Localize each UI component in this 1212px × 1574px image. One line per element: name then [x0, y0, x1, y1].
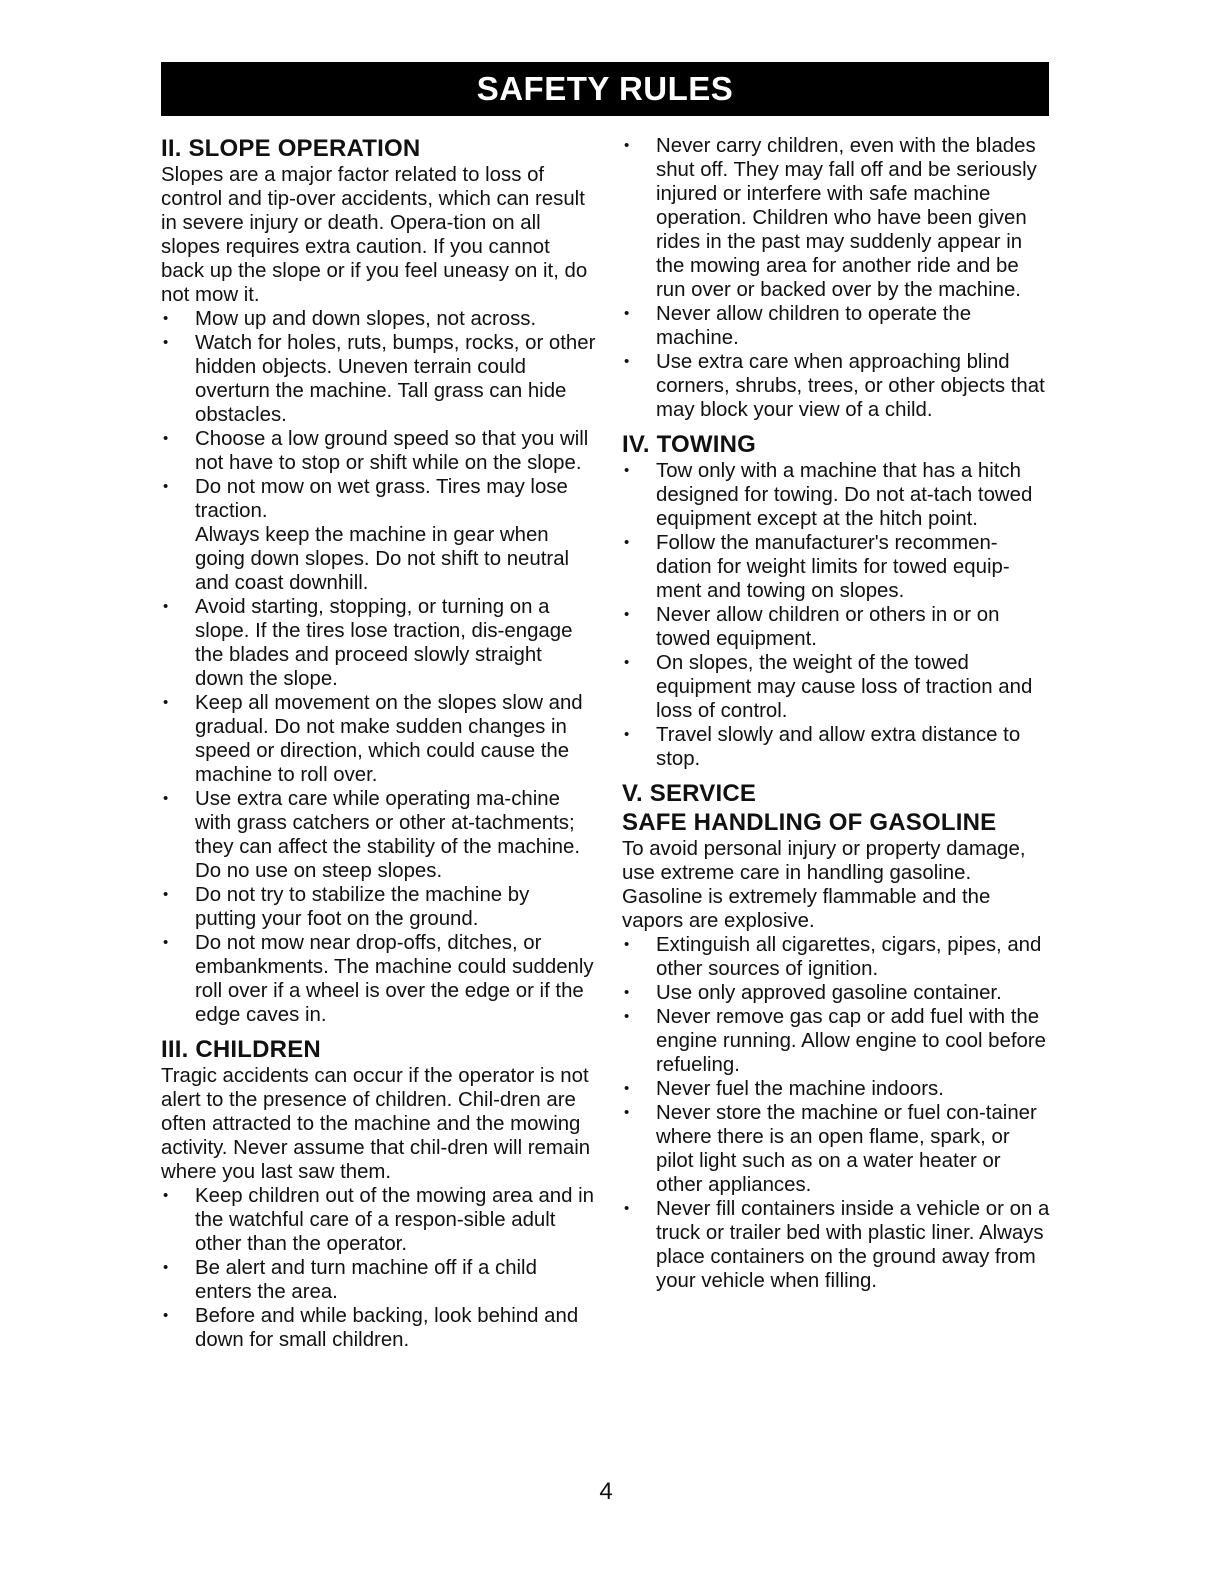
list-item: • Tow only with a machine that has a hitch designed for towing. Do not at-tach towed equipment except at the hitch point.: [624, 460, 1033, 530]
slope-continuation: Always keep the machine in gear when going down slopes. Do not shift to neutral and coast downhill.: [195, 524, 570, 594]
left-column: [161, 134, 596, 1352]
list-item: • Never allow children to operate the machine.: [624, 303, 972, 349]
bullet-icon: •: [624, 1104, 630, 1121]
list-item: • Never store the machine or fuel con-tainer where there is an open flame, spark, or pilot light such as on a water heater or other appliances.: [624, 1102, 1037, 1196]
children-intro: Tragic accidents can occur if the operator is not alert to the presence of children. Chil-dren are often attracted to the machine and the mowing activity. Never assume that chil-dren will remain where you last saw them.: [161, 1065, 591, 1183]
list-item: • Never fill containers inside a vehicle or on a truck or trailer bed with plastic liner. Always place containers on the ground away from your vehicle when filling.: [624, 1198, 1050, 1292]
list-item: • Do not try to stabilize the machine by putting your foot on the ground.: [163, 884, 530, 930]
slope-list: [161, 307, 596, 523]
bullet-icon: •: [624, 606, 630, 623]
bullet-icon: •: [624, 1008, 630, 1025]
towing-list: [622, 459, 1052, 771]
page-number: 4: [599, 1478, 613, 1505]
bullet-icon: •: [624, 1200, 630, 1217]
bullet-icon: •: [163, 478, 169, 495]
children-list-continued: [622, 134, 1052, 422]
right-column: [622, 134, 1052, 1293]
list-item: • Do not mow on wet grass. Tires may lose traction.: [163, 476, 568, 522]
list-item: • Follow the manufacturer's recommen-dation for weight limits for towed equip-ment and towing on slopes.: [624, 532, 1010, 602]
service-intro: To avoid personal injury or property damage, use extreme care in handling gasoline. Gasoline is extremely flammable and the vapors are explosive.: [622, 838, 1026, 932]
bullet-icon: •: [624, 137, 630, 154]
list-item: • Watch for holes, ruts, bumps, rocks, or other hidden objects. Uneven terrain could overturn the machine. Tall grass can hide obstacles.: [163, 332, 596, 426]
list-item: • Keep all movement on the slopes slow and gradual. Do not make sudden changes in speed or direction, which could cause the machine to roll over.: [163, 692, 583, 786]
bullet-icon: •: [163, 310, 169, 327]
bullet-icon: •: [163, 430, 169, 447]
list-item: • Use extra care when approaching blind corners, shrubs, trees, or other objects that may block your view of a child.: [624, 351, 1045, 421]
bullet-icon: •: [163, 334, 169, 351]
list-item: • Do not mow near drop-offs, ditches, or embankments. The machine could suddenly roll over if a wheel is over the edge or if the edge caves in.: [163, 932, 594, 1026]
bullet-icon: •: [624, 462, 630, 479]
list-item: • Mow up and down slopes, not across.: [163, 308, 537, 330]
list-item: • Before and while backing, look behind and down for small children.: [163, 1305, 579, 1351]
page-title-banner: [161, 62, 1049, 116]
service-list: [622, 933, 1052, 1293]
list-item: • Never allow children or others in or on towed equipment.: [624, 604, 1000, 650]
bullet-icon: •: [163, 694, 169, 711]
bullet-icon: •: [163, 1259, 169, 1276]
bullet-icon: •: [624, 654, 630, 671]
bullet-icon: •: [163, 886, 169, 903]
bullet-icon: •: [624, 1080, 630, 1097]
bullet-icon: •: [163, 1187, 169, 1204]
list-item: • Never carry children, even with the blades shut off. They may fall off and be seriously injured or interfere with safe machine operation. Children who have been given rides in the past may suddenly appear in the mowing area for another ride and be run over or backed over by the machine.: [624, 135, 1037, 301]
bullet-icon: •: [624, 534, 630, 551]
bullet-icon: •: [163, 790, 169, 807]
gasoline-subheading: SAFE HANDLING OF GASOLINE: [622, 809, 997, 836]
list-item: • Use extra care while operating ma-chine with grass catchers or other at-tachments; they can affect the stability of the machine. Do no use on steep slopes.: [163, 788, 581, 882]
list-item: • Choose a low ground speed so that you will not have to stop or shift while on the slope.: [163, 428, 589, 474]
towing-heading: IV. TOWING: [622, 431, 757, 458]
bullet-icon: •: [624, 353, 630, 370]
slope-list-continued: [161, 595, 596, 1027]
list-item: • Never remove gas cap or add fuel with the engine running. Allow engine to cool before refueling.: [624, 1006, 1046, 1076]
list-item: • Avoid starting, stopping, or turning on a slope. If the tires lose traction, dis-engage the blades and proceed slowly straight down the slope.: [163, 596, 573, 690]
list-item: • Travel slowly and allow extra distance to stop.: [624, 724, 1021, 770]
list-item: • Use only approved gasoline container.: [624, 982, 1002, 1004]
bullet-icon: •: [624, 726, 630, 743]
list-item: • Never fuel the machine indoors.: [624, 1078, 944, 1100]
list-item: • On slopes, the weight of the towed equipment may cause loss of traction and loss of control.: [624, 652, 1033, 722]
slope-intro: Slopes are a major factor related to loss of control and tip-over accidents, which can result in severe injury or death. Opera-tion on all slopes requires extra caution. If you cannot back up the slope or if you feel uneasy on it, do not mow it.: [161, 164, 588, 306]
page-title: SAFETY RULES: [476, 70, 734, 107]
list-item: • Be alert and turn machine off if a child enters the area.: [163, 1257, 537, 1303]
bullet-icon: •: [163, 1307, 169, 1324]
service-heading: V. SERVICE: [622, 780, 757, 807]
children-heading: III. CHILDREN: [161, 1036, 321, 1063]
list-item: • Extinguish all cigarettes, cigars, pipes, and other sources of ignition.: [624, 934, 1042, 980]
bullet-icon: •: [163, 598, 169, 615]
list-item: • Keep children out of the mowing area and in the watchful care of a respon-sible adult other than the operator.: [163, 1185, 595, 1255]
children-list: [161, 1184, 596, 1352]
bullet-icon: •: [624, 936, 630, 953]
slope-heading: II. SLOPE OPERATION: [161, 135, 421, 162]
bullet-icon: •: [163, 934, 169, 951]
bullet-icon: •: [624, 305, 630, 322]
bullet-icon: •: [624, 984, 630, 1001]
